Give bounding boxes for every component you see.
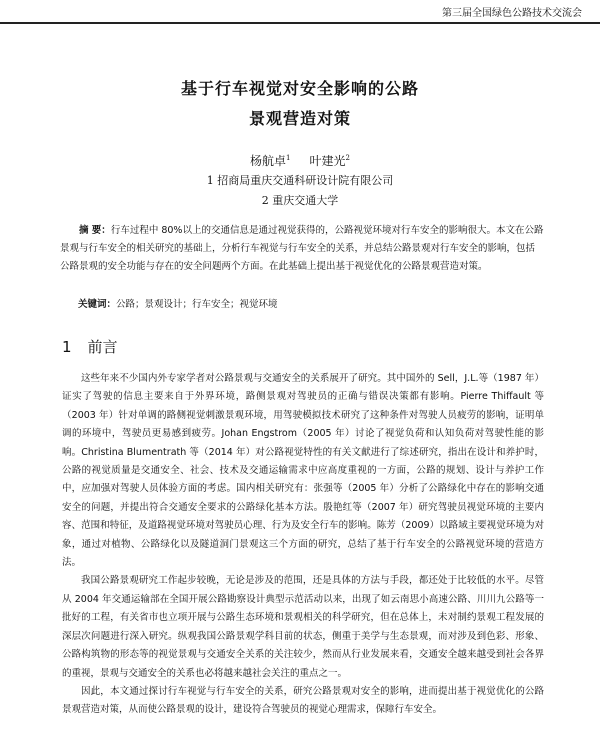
section-title: 前言 — [87, 338, 118, 356]
paragraph: 我国公路景观研究工作起步较晚，无论是涉及的范围，还是具体的方法与手段，都还处于比较低的水平。尽管从 2004 年交通运输部在全国开展公路勘察设计典型示范活动以来，出现了如云南思小高速公路、川川九公路等一批好的工程，有关省市也立项开展与公路生态环境和景观相关的科学研究，但在总体上，未对制约景观工程发展的深层次问题进行深入研究。纵观我国公路景观学科目前的状态，侧重于美学与生态景观，而对涉及到色彩、形象、公路构筑物的形态等的视觉景观与交通安全关系的关注较少，然而从行业发展来看，交通安全越来越受到社会各界的重视，景观与交通安全的关系也必将越来越社会关注的重点之一。 — [62, 575, 544, 679]
abstract — [60, 222, 544, 276]
section-heading — [62, 336, 118, 357]
keywords-label: 关键词： — [78, 299, 117, 310]
paper-title-line-1: 基于行车视觉对安全影响的公路 — [180, 79, 419, 98]
author-affiliation-mark: 2 — [345, 154, 351, 162]
author-list — [0, 152, 600, 169]
author-name: 叶建光 — [309, 154, 346, 168]
section-number: 1 — [62, 338, 72, 356]
abstract-label: 摘 要： — [79, 225, 111, 236]
affiliation: 1 招商局重庆交通科研设计院有限公司 — [206, 174, 394, 187]
body-text — [62, 370, 544, 720]
paragraph: 这些年来不少国内外专家学者对公路景观与交通安全的关系展开了研究。其中国外的 Sell，J.L.等（1987 年）证实了驾驶的信息主要来自于外界环境，路侧景观对驾驶员的正确与错误决策都有影响。Pierre Thiffault 等（2003 年）针对单调的路侧视觉刺激景观环境，用驾驶模拟技术研究了这种条件对驾驶人员疲劳的影响，证明单调的环境中，驾驶员更易感到疲劳。Johan Engstrom（2005 年）讨论了视觉负荷和认知负荷对驾驶性能的影响。Christina Blumentrath 等（2014 年）对公路视觉特性的有关文献进行了综述研究，指出在设计和养护时，公路的视觉质量是交通安全、社会、技术及交通运输需求中应高度重视的一方面，公路的规划、设计与养护工作中，应加强对驾驶人员体验方面的考虑。国内相关研究有：张强等（2005 年）分析了公路绿化中存在的影响交通安全的问题，并提出符合交通安全要求的公路绿化基本方法。殷艳红等（2007 年）研究驾驶员视觉环境的主要内容、范围和特征，及道路视觉环境对驾驶员心理、行为及安全行车的影响。陈芳（2009）以路域主要视觉环境为对象，通过对植物、公路绿化以及隧道洞门景观这三个方面的研究，总结了基于行车安全的公路视觉环境的营造方法。 — [62, 373, 544, 569]
keywords — [78, 296, 538, 310]
paper-title-line-2: 景观营造对策 — [248, 109, 351, 128]
author-affiliation-mark: 1 — [285, 154, 291, 162]
paragraph: 因此，本文通过探讨行车视觉与行车安全的关系，研究公路景观对安全的影响，进而提出基于视觉优化的公路景观营造对策，从而使公路景观的设计，建设符合驾驶员的视觉心理需求，保障行车安全。 — [62, 685, 544, 716]
conference-name: 第三届全国绿色公路技术交流会 — [442, 8, 582, 19]
abstract-text: 行车过程中 80%以上的交通信息是通过视觉获得的，公路视觉环境对行车安全的影响很大。本文在公路景观与行车安全的相关研究的基础上，分析行车视觉与行车安全的关系，并总结公路景观对行车安全的影响，包括公路景观的安全功能与存在的安全问题两个方面。在此基础上提出基于视觉优化的公路景观营造对策。 — [60, 225, 544, 272]
keywords-text: 公路；景观设计；行车安全；视觉环境 — [116, 299, 278, 310]
author-name: 杨航卓 — [249, 154, 286, 168]
affiliation: 2 重庆交通大学 — [261, 194, 339, 207]
running-header — [0, 0, 600, 24]
